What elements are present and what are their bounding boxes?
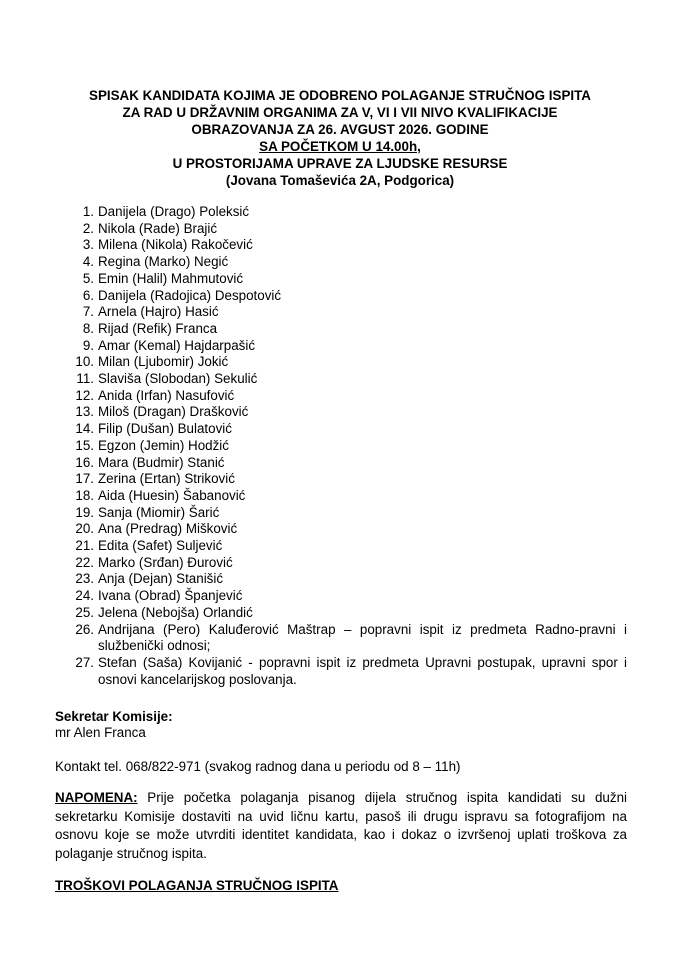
candidate-name: Anida (Irfan) Nasufović	[98, 387, 235, 403]
candidate-name: Ana (Predrag) Mišković	[98, 521, 238, 537]
candidate-item	[62, 505, 627, 522]
candidate-number: 4.	[82, 254, 94, 270]
candidate-number: 27.	[75, 654, 94, 670]
candidate-name: Milena (Nikola) Rakočević	[98, 237, 253, 253]
candidate-name: Jelena (Nebojša) Orlandić	[98, 604, 253, 620]
candidate-number: 6.	[82, 287, 94, 303]
candidate-name: Amar (Kemal) Hajdarpašić	[98, 337, 256, 353]
candidate-item	[62, 538, 627, 555]
candidate-list	[62, 204, 627, 688]
candidate-number: 15.	[75, 437, 94, 453]
candidate-number: 14.	[75, 421, 94, 437]
candidate-item	[62, 354, 627, 371]
candidate-name: Regina (Marko) Negić	[98, 254, 229, 270]
candidate-item	[62, 421, 627, 438]
candidate-name: Anja (Dejan) Stanišić	[98, 571, 224, 587]
candidate-name: Zerina (Ertan) Striković	[98, 471, 235, 487]
candidate-item	[62, 388, 627, 405]
candidate-number: 10.	[75, 354, 94, 370]
candidate-number: 5.	[82, 270, 94, 286]
candidate-name: Nikola (Rade) Brajić	[98, 220, 218, 236]
candidate-item	[62, 521, 627, 538]
candidate-name: Egzon (Jemin) Hodžić	[98, 437, 229, 453]
candidate-number: 21.	[75, 538, 94, 554]
note-paragraph	[55, 789, 627, 863]
candidate-name: Filip (Dušan) Bulatović	[98, 421, 232, 437]
secretary-title: Sekretar Komisije:	[55, 709, 173, 724]
candidate-number: 22.	[75, 554, 94, 570]
note-text: Prije početka polaganja pisanog dijela stručnog ispita kandidati su dužni sekretarku Komisije dostaviti na uvid ličnu kartu, pasoš ili drugu ispravu sa fotografijom na osnovu koje se može utvrditi identitet kandidata, kao i dokaz o izvršenoj uplati troškova za polaganje stručnog ispita.	[55, 790, 627, 861]
candidate-number: 8.	[82, 320, 94, 336]
secretary-name: mr Alen Franca	[55, 725, 146, 740]
candidate-number: 1.	[82, 204, 94, 219]
candidate-item	[62, 254, 627, 271]
candidate-item	[62, 288, 627, 305]
candidate-item	[62, 555, 627, 572]
heading-location: U PROSTORIJAMA UPRAVE ZA LJUDSKE RESURSE	[172, 156, 508, 171]
candidate-item	[62, 404, 627, 421]
candidate-item	[62, 271, 627, 288]
candidate-item	[62, 371, 627, 388]
candidate-item	[62, 571, 627, 588]
candidate-item	[62, 588, 627, 605]
candidate-item	[62, 321, 627, 338]
candidate-item	[62, 655, 627, 688]
candidate-number: 12.	[75, 387, 94, 403]
candidate-name: Aida (Huesin) Šabanović	[98, 487, 246, 503]
candidate-number: 20.	[75, 521, 94, 537]
candidate-number: 23.	[75, 571, 94, 587]
candidate-name: Miloš (Dragan) Drašković	[98, 404, 249, 420]
candidate-number: 16.	[75, 454, 94, 470]
document-heading	[40, 87, 640, 189]
candidate-item	[62, 304, 627, 321]
candidate-number: 26.	[75, 621, 94, 637]
candidate-name: Emin (Halil) Mahmutović	[98, 270, 244, 286]
candidate-number: 2.	[82, 220, 94, 236]
note-label: NAPOMENA:	[55, 790, 138, 805]
candidate-name: Danijela (Drago) Poleksić	[98, 204, 250, 219]
candidate-number: 11.	[76, 371, 94, 387]
candidate-item	[62, 237, 627, 254]
candidate-number: 24.	[75, 588, 94, 604]
candidate-name: Sanja (Miomir) Šarić	[98, 504, 220, 520]
candidate-name: Slaviša (Slobodan) Sekulić	[98, 371, 258, 387]
candidate-number: 13.	[75, 404, 94, 420]
heading-line-2: ZA RAD U DRŽAVNIM ORGANIMA ZA V, VI I VII NIVO KVALIFIKACIJE	[122, 105, 558, 120]
candidate-number: 25.	[75, 604, 94, 620]
candidate-item	[62, 605, 627, 622]
contact-info: Kontakt tel. 068/822-971 (svakog radnog dana u periodu od 8 – 11h)	[55, 759, 461, 774]
candidate-number: 3.	[82, 237, 94, 253]
heading-line-1: SPISAK KANDIDATA KOJIMA JE ODOBRENO POLAGANJE STRUČNOG ISPITA	[89, 88, 591, 103]
candidate-name: Marko (Srđan) Đurović	[98, 554, 233, 570]
candidate-number: 17.	[75, 471, 94, 487]
candidate-name: Stefan (Saša) Kovijanić - popravni ispit iz predmeta Upravni postupak, upravni spor i osnovi kancelarijskog poslovanja.	[98, 654, 627, 687]
candidate-name: Edita (Safet) Suljević	[98, 538, 223, 554]
candidate-item	[62, 488, 627, 505]
candidate-name: Ivana (Obrad) Španjević	[98, 588, 243, 604]
candidate-name: Mara (Budmir) Stanić	[98, 454, 225, 470]
heading-start-time: SA POČETKOM U 14.00h,	[259, 139, 421, 154]
candidate-name: Milan (Ljubomir) Jokić	[98, 354, 229, 370]
candidate-item	[62, 471, 627, 488]
candidate-item	[62, 221, 627, 238]
candidate-item	[62, 438, 627, 455]
candidate-number: 19.	[75, 504, 94, 520]
candidate-number: 18.	[75, 487, 94, 503]
candidate-number: 9.	[82, 337, 94, 353]
costs-heading: TROŠKOVI POLAGANJA STRUČNOG ISPITA	[55, 878, 339, 893]
candidate-name: Rijad (Refik) Franca	[98, 320, 218, 336]
heading-line-3: OBRAZOVANJA ZA 26. AVGUST 2026. GODINE	[191, 122, 489, 137]
candidate-number: 7.	[82, 304, 94, 320]
candidate-name: Danijela (Radojica) Despotović	[98, 287, 282, 303]
candidate-item	[62, 338, 627, 355]
candidate-item	[62, 455, 627, 472]
candidate-item	[62, 622, 627, 655]
heading-address: (Jovana Tomaševića 2A, Podgorica)	[225, 173, 455, 188]
candidate-item	[62, 204, 627, 221]
candidate-name: Arnela (Hajro) Hasić	[98, 304, 219, 320]
candidate-name: Andrijana (Pero) Kaluđerović Maštrap – popravni ispit iz predmeta Radno-pravni i službenički odnosi;	[98, 621, 627, 654]
